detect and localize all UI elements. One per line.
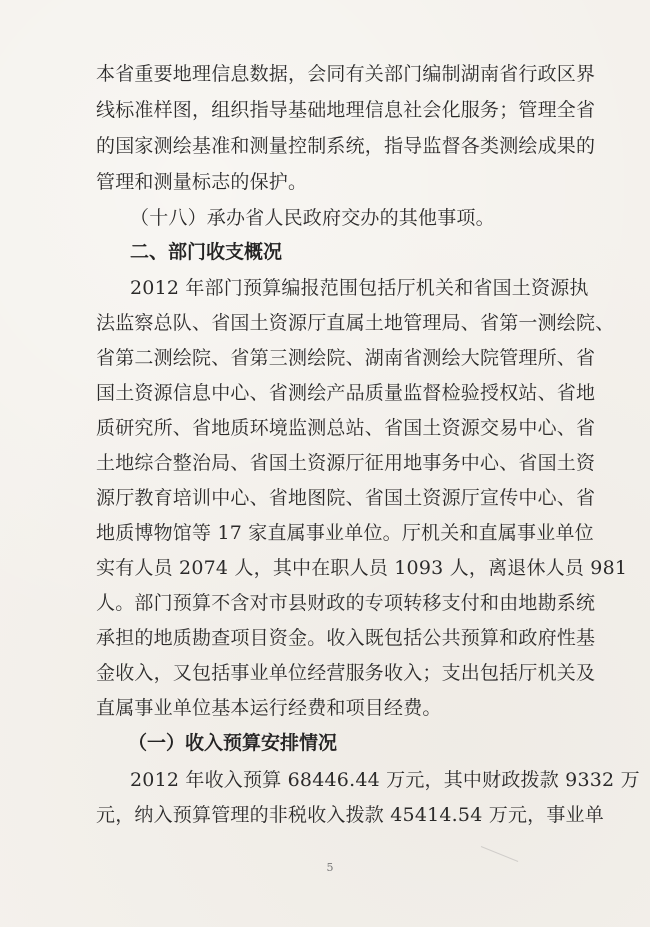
text-line: 地质博物馆等 17 家直属事业单位。厅机关和直属事业单位 — [96, 522, 594, 544]
text-line: 金收入，又包括事业单位经营服务收入；支出包括厅机关及 — [96, 662, 596, 684]
text-line: 国土资源信息中心、省测绘产品质量监督检验授权站、省地 — [96, 382, 596, 404]
text-line: （十八）承办省人民政府交办的其他事项。 — [130, 207, 495, 229]
text-line: 质研究所、省地质环境监测总站、省国土资源交易中心、省 — [96, 417, 596, 439]
scan-mark — [481, 846, 518, 862]
text-line: 法监察总队、省国土资源厅直属土地管理局、省第一测绘院、 — [96, 312, 615, 334]
text-line: 承担的地质勘查项目资金。收入既包括公共预算和政府性基 — [96, 627, 596, 649]
text-line: 的国家测绘基准和测量控制系统，指导监督各类测绘成果的 — [96, 135, 596, 157]
text-line: 土地综合整治局、省国土资源厅征用地事务中心、省国土资 — [96, 452, 596, 474]
text-line: 线标准样图，组织指导基础地理信息社会化服务；管理全省 — [96, 99, 596, 121]
text-line: 人。部门预算不含对市县财政的专项转移支付和由地勘系统 — [96, 592, 596, 614]
text-line: 2012 年收入预算 68446.44 万元，其中财政拨款 9332 万 — [130, 769, 640, 791]
text-line: 直属事业单位基本运行经费和项目经费。 — [96, 697, 442, 719]
text-line: 2012 年部门预算编报范围包括厅机关和省国土资源执 — [130, 277, 589, 299]
text-line: 源厅教育培训中心、省地图院、省国土资源厅宣传中心、省 — [96, 487, 596, 509]
text-line: 元，纳入预算管理的非税收入拨款 45414.54 万元，事业单 — [96, 804, 604, 826]
text-line: 本省重要地理信息数据，会同有关部门编制湖南省行政区界 — [96, 63, 596, 85]
page-number: 5 — [326, 861, 334, 874]
text-line: 管理和测量标志的保护。 — [96, 171, 308, 193]
text-line: 实有人员 2074 人，其中在职人员 1093 人，离退休人员 981 — [96, 557, 628, 579]
text-line: 省第二测绘院、省第三测绘院、湖南省测绘大院管理所、省 — [96, 347, 596, 369]
section-heading: 二、部门收支概况 — [130, 241, 283, 263]
subsection-heading: （一）收入预算安排情况 — [128, 732, 338, 754]
